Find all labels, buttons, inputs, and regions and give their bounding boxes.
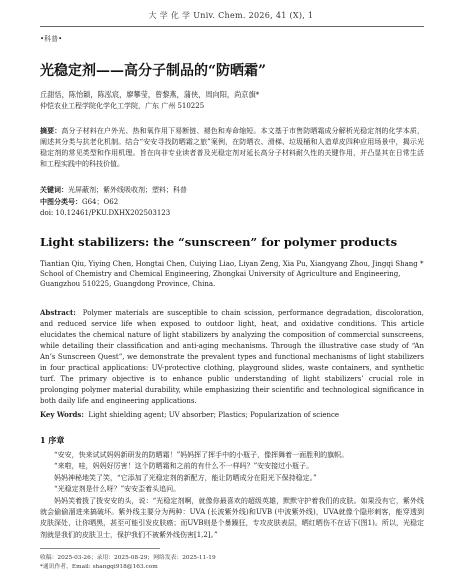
en-authors-block bbox=[40, 259, 424, 289]
cn-keywords-label: 关键词： bbox=[40, 185, 68, 194]
cn-affiliation: 仲恺农业工程学院化学化工学院，广东 广州 510225 bbox=[40, 102, 205, 110]
body-paragraph: “来啦，哇，妈妈好厉害！这个防晒霜和之前的有什么不一样吗？”安安接过小瓶子。 bbox=[54, 462, 314, 471]
body-paragraph: “光稳定剂是什么呀？”安安歪着头追问。 bbox=[54, 485, 181, 494]
doi[interactable]: doi: 10.12461/PKU.DXHX202503123 bbox=[40, 209, 171, 217]
cn-clc-text: G64；O62 bbox=[82, 198, 119, 206]
en-keywords-text: Light shielding agent; UV absorber; Plastics; Popularization of science bbox=[88, 411, 340, 419]
cn-keywords-text: 光屏蔽剂；紫外线吸收剂；塑料；科普 bbox=[68, 186, 187, 194]
cn-clc-label: 中图分类号： bbox=[40, 197, 82, 206]
section-heading: 1 序章 bbox=[40, 435, 65, 445]
cn-title: 光稳定剂——高分子制品的“防晒霜” bbox=[40, 63, 267, 79]
en-abstract-text: Polymer materials are susceptible to chain scission, performance degradation, discoloration, and reduced service life when exposed to outdoor light, heat, and oxidative conditions. This article elucidates the chemical nature of light stabilizers by analyzing the composition of commercial sunscreens, while detailing their classification and anti-aging mechanisms. Through the illustrative case study of “An An’s Sunscreen Quest”, we demonstrate the prevalent types and functional mechanisms of light stabilizers in four practical applications: UV-protective clothing, playground slides, waste containers, and synthetic turf. The primary objective is to enhance public understanding of light stabilizers’ crucial role in prolonging polymer material durability, while emphasizing their scientific and technological significance in both daily life and engineering applications. bbox=[40, 309, 425, 405]
cn-abstract-text: 高分子材料在户外光、热和氧作用下易断链、褪色和寿命缩短。本文基于市售防晒霜成分解析光稳定剂的化学本质，阐述其分类与抗老化机制。结合“安安寻找防晒霜之旅”案例，在防晒衣、滑梯、垃圾桶和人造草皮四种应用场景中，揭示光稳定剂的常见类型和作用机理。旨在向非专业读者普及光稳定剂对延长高分子材料耐久性的关键作用，并凸显其在日常生活和工程实践中的科技价值。 bbox=[40, 127, 425, 168]
footnote-rule bbox=[40, 548, 160, 549]
section-body bbox=[40, 450, 424, 541]
en-authors: Tiantian Qiu, Yiying Chen, Hongtai Chen, Cuiying Liao, Liyan Zeng, Xia Pu, Xiangyang Zhou, Jingqi Shang * bbox=[40, 260, 424, 268]
en-abstract-label: Abstract: bbox=[40, 308, 76, 317]
footnote-received: 收稿：2025-03-26；录用：2025-08-29；网络发表：2025-11-19 bbox=[40, 555, 216, 561]
body-paragraph: “安安，快来试试妈妈新研发的防晒霜！”妈妈挥了挥手中的小瓶子，像挥舞着一面胜利的旗帜。 bbox=[54, 451, 349, 459]
footnote-corresponding: *通讯作者，Email: shangqi918@163.com bbox=[40, 564, 158, 570]
cn-abstract-label: 摘要： bbox=[40, 126, 62, 135]
en-abstract bbox=[40, 307, 424, 407]
cn-clc bbox=[40, 197, 118, 207]
body-paragraph: 妈妈神秘地笑了笑，“它添加了光稳定剂的新配方，能让防晒成分在阳光下保持稳定。” bbox=[54, 473, 317, 482]
body-paragraph: 妈妈笑着拨了拨安安的头，说：“光稳定剂啊，就像你最喜欢的超级英雄，默默守护着我们的皮肤。如果没有它，紫外线就会偷偷溜进来搞破坏。紫外线主要分为两种：UVA (长波紫外线)和UVB (中波紫外线)，UVA就像个隐形刺客，能穿透到皮肤深处，让你晒黑，甚至可能引发皮肤癌；而UVB则是个暴躁狂，专攻皮肤表层，晒红晒伤不在话下(图1)。所以，光稳定剂就是我们的皮肤卫士，保护我们不被紫外线伤害[1,2]。” bbox=[40, 496, 424, 539]
section-tag: •科普• bbox=[40, 35, 63, 43]
cn-authors: 丘甜恬，陈怡颖，陈泓宸，廖攀莹，曾黎燕，蒲侠，周向阳，尚京旗* bbox=[40, 90, 260, 99]
cn-abstract bbox=[40, 125, 424, 170]
cn-keywords bbox=[40, 185, 187, 195]
en-title: Light stabilizers: the “sunscreen” for polymer products bbox=[40, 235, 398, 249]
header-rule bbox=[40, 26, 424, 27]
en-keywords-label: Key Words: bbox=[40, 410, 84, 419]
en-keywords bbox=[40, 410, 424, 419]
running-head: 大 学 化 学 Univ. Chem. 2026, 41 (X), 1 bbox=[148, 11, 314, 20]
en-affiliation: School of Chemistry and Chemical Engineering, Zhongkai University of Agriculture and Engineering, Guangzhou 510225, Guangdong Province, China. bbox=[40, 270, 401, 288]
